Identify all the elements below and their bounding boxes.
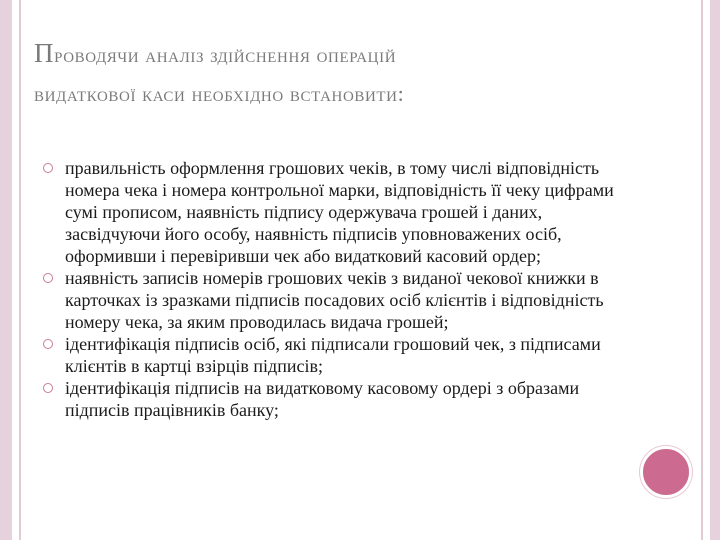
circle-bullet-icon: [43, 339, 53, 349]
circle-bullet-icon: [43, 383, 53, 393]
circle-bullet-icon: [43, 163, 53, 173]
title-initial-capital: П: [34, 38, 55, 68]
list-item: [34, 377, 634, 421]
right-frame-band: [710, 0, 720, 540]
bullet-list: [34, 157, 634, 421]
right-frame-line: [701, 0, 703, 540]
decorative-circle-icon: [640, 446, 692, 498]
left-frame-band: [0, 0, 12, 540]
circle-bullet-icon: [43, 273, 53, 283]
list-item-text: правильність оформлення грошових чеків, в тому числі відповідність номера чека і номера контрольної марки, відповідність її чеку цифрами сумі прописом, наявність підпису одержувача грошей і даних, засвідчуючи його особу, наявність підписів уповноважених осіб, оформивши і перевіривши чек або видатковий касовий ордер;: [65, 158, 614, 266]
list-item: [34, 157, 634, 267]
list-item: [34, 267, 634, 333]
title-line-2: видаткової каси необхідно встановити:: [34, 81, 405, 106]
slide-title: [34, 34, 674, 113]
list-item-text: наявність записів номерів грошових чеків з виданої чекової книжки в карточках із зразками підписів посадових осіб клієнтів і відповідність номеру чека, за яким проводилась видача грошей;: [65, 268, 604, 332]
left-frame-line: [19, 0, 21, 540]
title-line-1: Проводячи аналіз здійснення операцій: [34, 38, 397, 68]
list-item: [34, 333, 634, 377]
list-item-text: ідентифікація підписів на видатковому касовому ордері з образами підписів працівників банку;: [65, 378, 580, 420]
list-item-text: ідентифікація підписів осіб, які підписали грошовий чек, з підписами клієнтів в картці взірців підписів;: [65, 334, 601, 376]
